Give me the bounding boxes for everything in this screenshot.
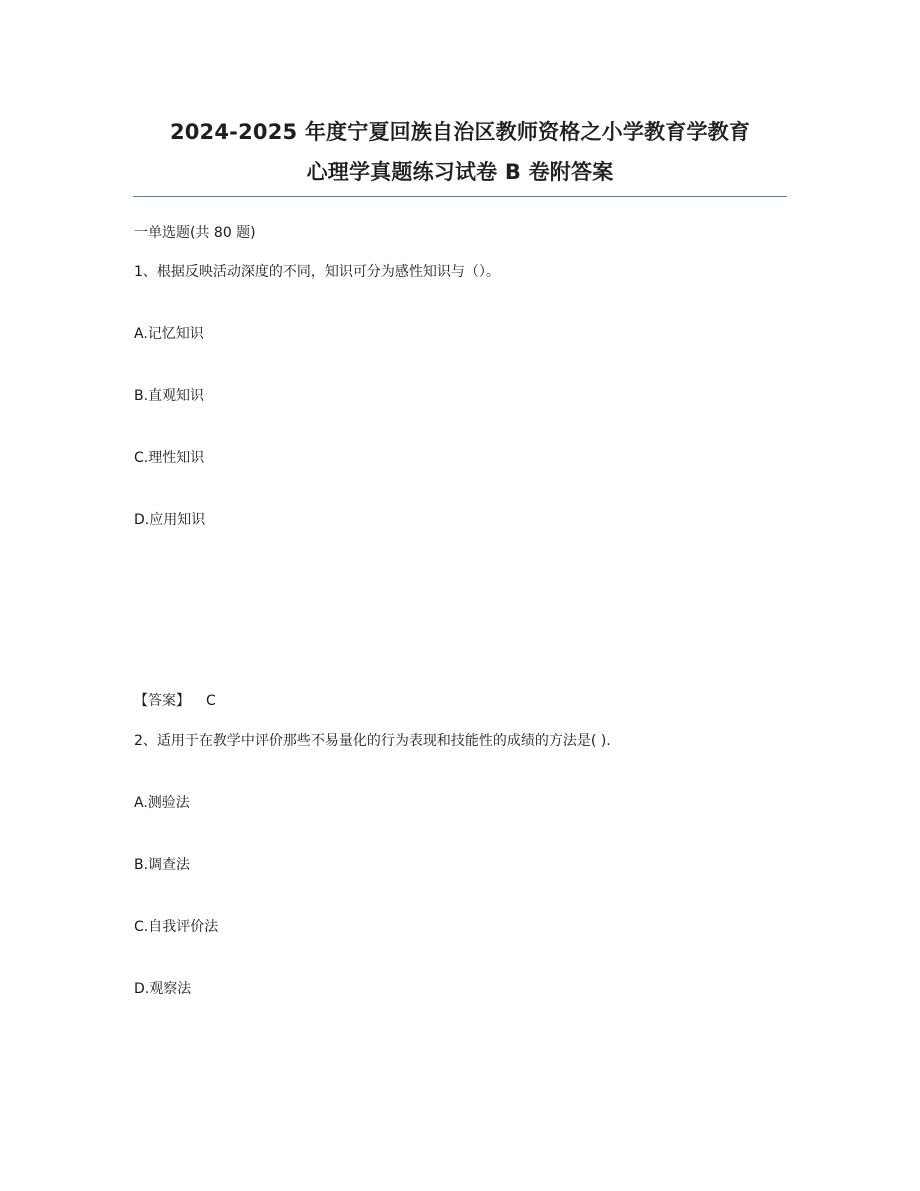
title-line-2: 心理学真题练习试卷 B 卷附答案 — [306, 160, 614, 184]
answer-value: C — [206, 693, 216, 709]
answer-label: 【答案】 — [134, 693, 190, 709]
question-1-option-b: B.直观知识 — [134, 388, 205, 404]
question-2-stem: 2、适用于在教学中评价那些不易量化的行为表现和技能性的成绩的方法是( ). — [134, 733, 611, 749]
question-1-option-c: C.理性知识 — [134, 450, 205, 466]
section-heading: 一单选题(共 80 题) — [134, 225, 256, 241]
question-1-stem: 1、根据反映活动深度的不同，知识可分为感性知识与（）。 — [134, 264, 500, 280]
title-line-1: 2024-2025 年度宁夏回族自治区教师资格之小学教育学教育 — [169, 120, 751, 144]
question-2-option-b: B.调查法 — [134, 857, 191, 873]
question-1-option-a: A.记忆知识 — [134, 326, 204, 342]
question-2-option-a: A.测验法 — [134, 795, 190, 811]
question-1-option-d: D.应用知识 — [134, 512, 206, 528]
question-2-option-c: C.自我评价法 — [134, 919, 219, 935]
question-1-answer — [134, 691, 216, 711]
question-2-option-d: D.观察法 — [134, 981, 192, 997]
document-title — [133, 112, 787, 192]
title-divider — [133, 196, 787, 197]
